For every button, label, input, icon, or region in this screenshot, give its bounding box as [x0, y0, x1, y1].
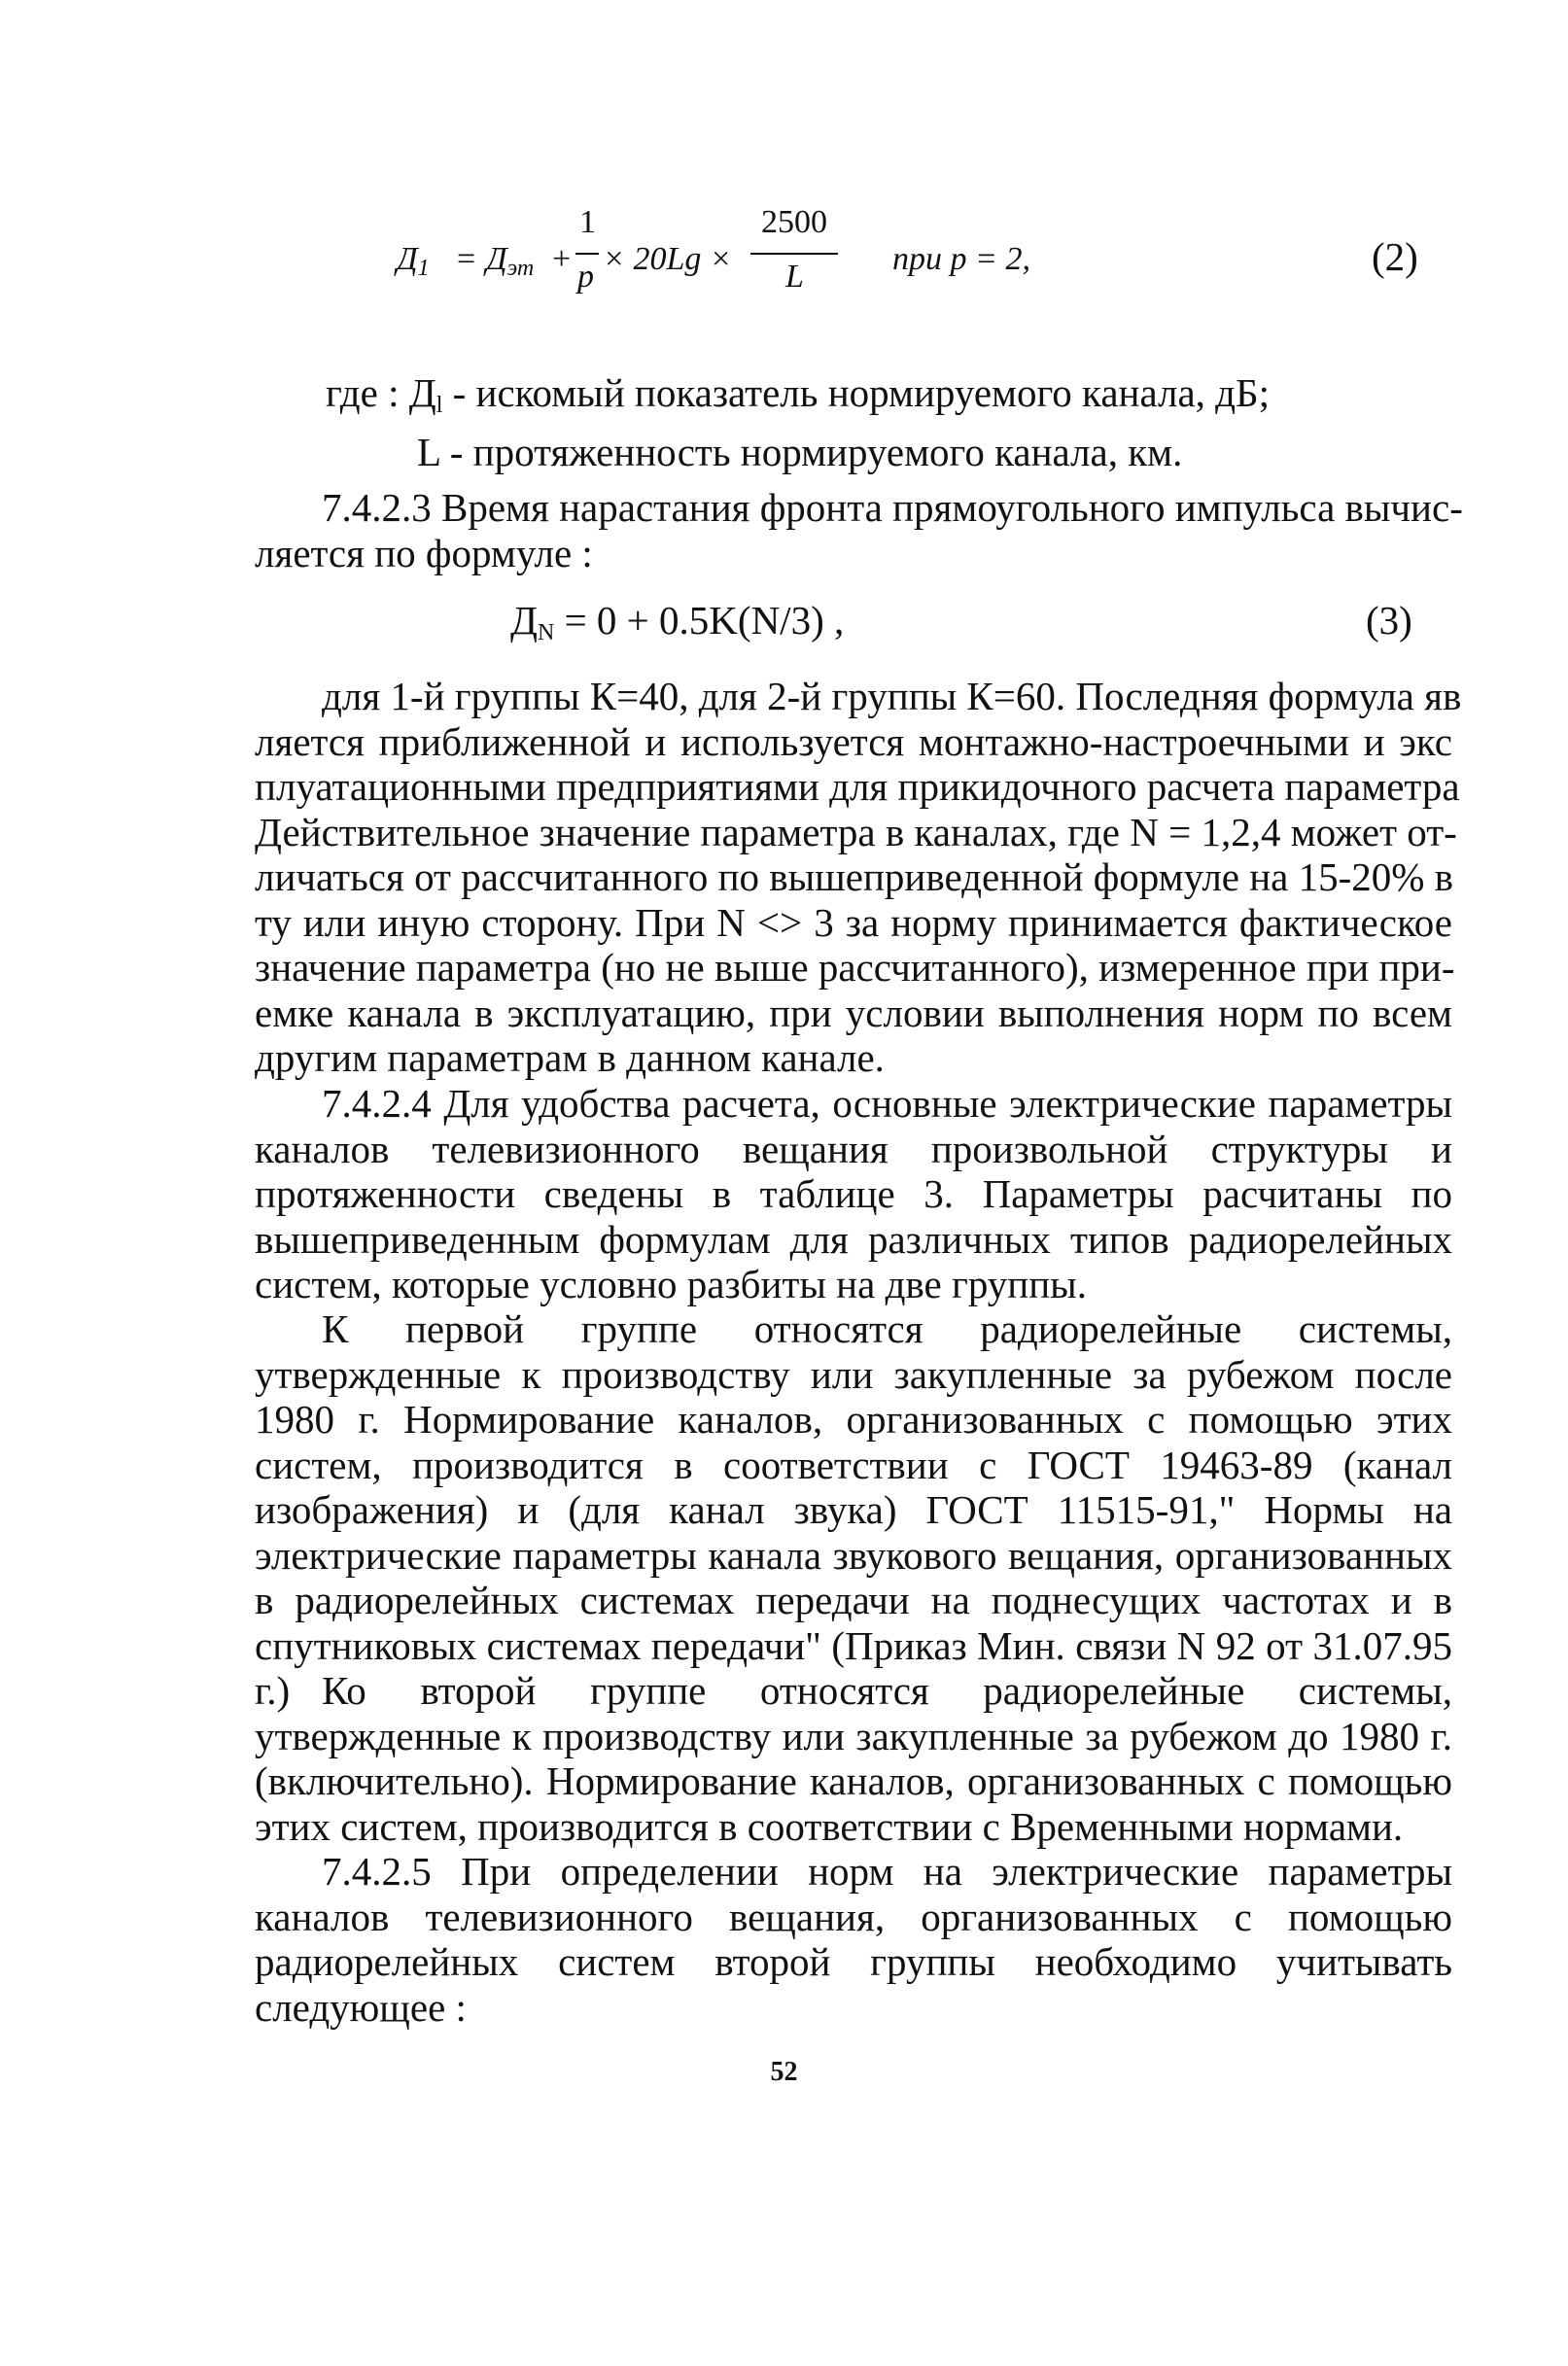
after3-line-4: Действительное значение параметра в каналах, где N = 1,2,4 может от-: [255, 809, 1457, 854]
where-clause: [326, 369, 1270, 475]
formula2-middle: × 20Lg ×: [603, 241, 732, 277]
after3-line-3: плуатационными предприятиями для прикидочного расчета параметра: [255, 764, 1460, 809]
formula2-frac1-denominator: p: [577, 259, 594, 295]
after3-line-1: для 1-й группы К=40, для 2-й группы К=60. Последняя формула яв: [322, 674, 1462, 718]
p7423-line-2: ляется по формуле :: [255, 530, 593, 575]
p7425-text: 7.4.2.5 При определении норм на электрические параметры каналов телевизионного вещания, организованных с помощью радиорелейных систем второй группы необходимо учитывать следующее :: [255, 1849, 1452, 2030]
formula2-condition: при p = 2,: [892, 241, 1030, 277]
formula2-frac2-numerator: 2500: [761, 204, 827, 240]
paragraph-group-1: [255, 1306, 1452, 1714]
paragraph-7-4-2-3: [255, 485, 1463, 575]
after3-line-8: емке канала в эксплуатацию, при условии выполнения норм по всем: [255, 990, 1452, 1035]
formula2-equals: =: [457, 241, 476, 277]
p7424-text: 7.4.2.4 Для удобства расчета, основные электрические параметры каналов телевизионного вещания произвольной структуры и протяженности сведены в таблице 3. Параметры расчитаны по вышеприведенным формулам для различных типов радиорелейных систем, которые условно разбиты на две группы.: [255, 1081, 1452, 1306]
formula3-number: (3): [1366, 598, 1412, 643]
where-line-l: L - протяженность нормируемого канала, км.: [417, 430, 1183, 474]
formula2-frac1-bar: [575, 253, 599, 255]
group2-text: Ко второй группе относятся радиорелейные системы, утвержденные к производству или закупленные за рубежом до 1980 г.(включительно). Нормирование каналов, организованных с помощью этих систем, производится в соответствии с Временными нормами.: [255, 1668, 1452, 1849]
paragraph-after-formula-3: [255, 674, 1462, 1081]
paragraph-7-4-2-5: [255, 1849, 1452, 2030]
formula-2: [397, 204, 1446, 311]
formula-3: [510, 597, 1446, 651]
page-number: 52: [770, 2057, 798, 2087]
formula3-expression: $Д_N = 0 + 0.5K(N/3)$ ,: [510, 598, 845, 645]
after3-line-2: ляется приближенной и используется монтажно-настроечными и экс: [255, 718, 1452, 764]
where-line-d: где : $Д_l$ - искомый показатель нормируемого канала, дБ;: [326, 370, 1270, 418]
formula2-number: (2): [1372, 234, 1418, 279]
formula2-lhs: $Д_1$: [397, 241, 430, 281]
after3-line-6: ту или иную сторону. При N <> 3 за норму принимается фактическое: [255, 899, 1452, 945]
formula2-frac1-numerator: 1: [579, 204, 596, 240]
formula2-frac2-bar: [750, 253, 838, 255]
after3-line-5: личаться от рассчитанного по вышеприведенной формуле на 15-20% в: [255, 854, 1454, 899]
paragraph-group-2: [255, 1668, 1452, 1849]
p7423-line-1: 7.4.2.3 Время нарастания фронта прямоугольного импульса вычис-: [322, 485, 1463, 530]
formula2-plus: +: [552, 241, 572, 277]
after3-line-9: другим параметрам в данном канале.: [255, 1035, 885, 1080]
formula2-rhs-term: $Д_{эт}$: [486, 241, 535, 281]
after3-line-7: значение параметра (но не выше рассчитанного), измеренное при при-: [255, 945, 1455, 990]
formula2-frac2-denominator: L: [785, 259, 804, 295]
group1-text: К первой группе относятся радиорелейные системы, утвержденные к производству или закупленные за рубежом после 1980 г. Нормирование каналов, организованных с помощью этих систем, производится в соответствии с ГОСТ 19463-89 (канал изображения) и (для канал звука) ГОСТ 11515-91," Нормы на электрические параметры канала звукового вещания, организованных в радиорелейных системах передачи на поднесущих частотах и в спутниковых системах передачи" (Приказ Мин. связи N 92 от 31.07.95 г.): [255, 1306, 1452, 1713]
paragraph-7-4-2-4: [255, 1081, 1452, 1307]
